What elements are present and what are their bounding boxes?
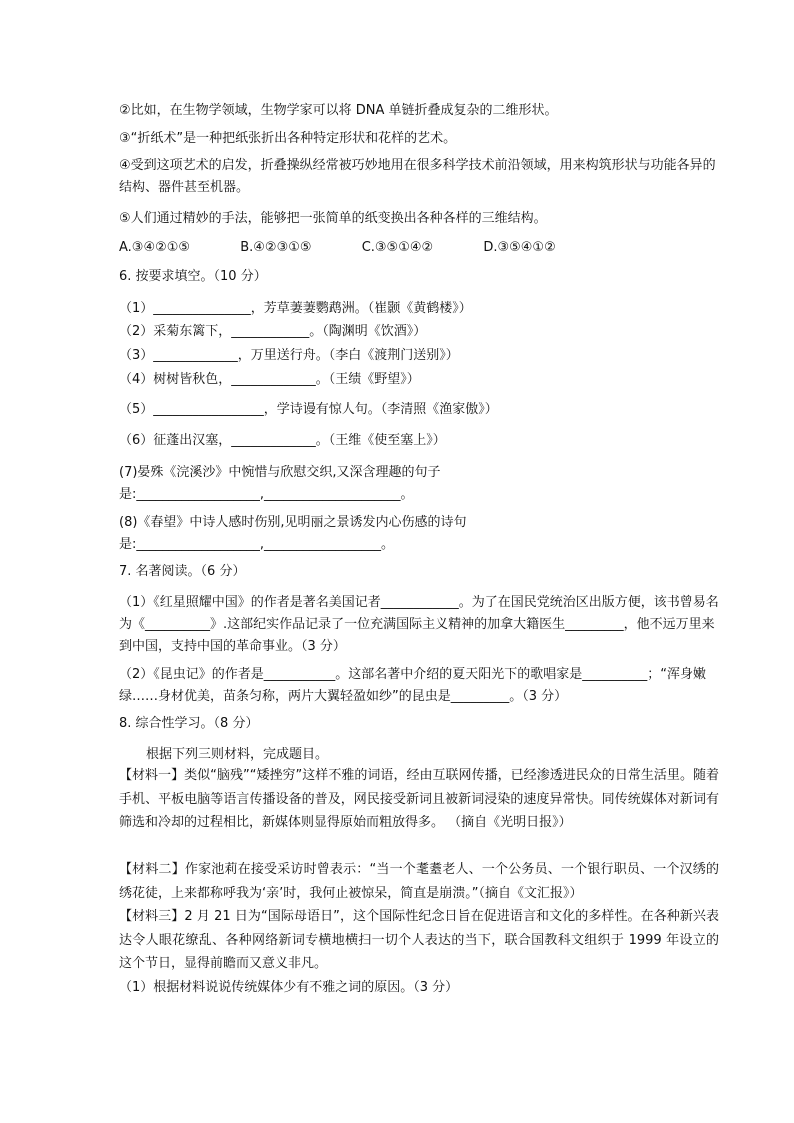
material-1: 【材料一】类似“脑残”“矮挫穷”这样不雅的词语，经由互联网传播，已经渗透进民众的日常生活里。随着手机、平板电脑等语言传播设备的普及，网民接受新词且被新词浸染的速度异常快。同传统媒体对新词有筛选和冷却的过程相比，新媒体则显得原始而粗放得多。 （摘自《光明日报》） [119,768,719,830]
material-3: 【材料三】2 月 21 日为“国际母语日”，这个国际性纪念日旨在促进语言和文化的多样性。在各种新兴表达令人眼花缭乱、各种网络新词专横地横扫一切个人表达的当下，联合国教科文组织于 1999 年设立的这个节日，显得前瞻而又意义非凡。 [119,909,719,971]
option-b: B.④②③①⑤ [240,240,312,255]
q7-item-2: （2）《昆虫记》的作者是___________。这部名著中介绍的夏天阳光下的歌唱家是__________；“浑身嫩绿……身材优美，苗条匀称，两片大翼轻盈如纱”的昆虫是_________。（3 分） [119,667,707,704]
question-7-title: 7. 名著阅读。（6 分） [119,564,246,579]
option-d: D.③⑤④①② [483,240,556,255]
option-c: C.③⑤①④② [361,240,434,255]
q6-item-3: （3）_____________，万里送行舟。（李白《渡荆门送别》） [119,348,459,363]
option-a: A.③④②①⑤ [119,240,191,255]
question-6-title: 6. 按要求填空。（10 分） [119,269,267,284]
sentence-3: ③“折纸术”是一种把纸张折出各种特定形状和花样的艺术。 [119,131,457,146]
q6-item-4: （4）树树皆秋色，_____________。（王绩《野望》） [119,372,420,387]
q6-item-1: （1）_______________，芳草萋萋鹦鹉洲。（崔颢《黄鹤楼》） [119,301,472,316]
q6-item-2: （2）采菊东篱下，____________。（陶渊明《饮酒》） [119,324,427,339]
q6-item-7: (7)晏殊《浣溪沙》中惋惜与欣慰交织,又深含理趣的句子是:___________________,_____________________。 [119,465,441,502]
q8-intro: 根据下列三则材料，完成题目。 [146,747,329,762]
q6-item-8: (8)《春望》中诗人感时伤别,见明丽之景诱发内心伤感的诗句是:___________________,__________________。 [119,515,467,552]
answer-options [119,240,719,256]
q6-item-6: （6）征蓬出汉塞，_____________。（王维《使至塞上》） [119,433,446,448]
sentence-2: ②比如，在生物学领域，生物学家可以将 DNA 单链折叠成复杂的二维形状。 [119,103,558,118]
q7-item-1: （1）《红星照耀中国》的作者是著名美国记者____________。为了在国民党统治区出版方便，该书曾易名为《__________》.这部纪实作品记录了一位充满国际主义精神的加拿大籍医生_________，他不远万里来到中国，支持中国的革命事业。（3 分） [119,595,719,654]
q8-sub-1: （1）根据材料说说传统媒体少有不雅之词的原因。（3 分） [119,980,459,995]
sentence-5: ⑤人们通过精妙的手法，能够把一张简单的纸变换出各种各样的三维结构。 [119,211,547,226]
question-8-title: 8. 综合性学习。（8 分） [119,716,259,731]
q6-item-5: （5）_________________，学诗谩有惊人句。（李清照《渔家傲》） [119,402,498,417]
sentence-4: ④受到这项艺术的启发，折叠操纵经常被巧妙地用在很多科学技术前沿领域，用来构筑形状与功能各异的结构、器件甚至机器。 [119,158,716,195]
material-2: 【材料二】作家池莉在接受采访时曾表示：“当一个耄耋老人、一个公务员、一个银行职员、一个汉绣的绣花徒，上来都称呼我为‘亲’时，我何止被惊呆，简直是崩溃。”（摘自《文汇报》） [119,862,719,901]
